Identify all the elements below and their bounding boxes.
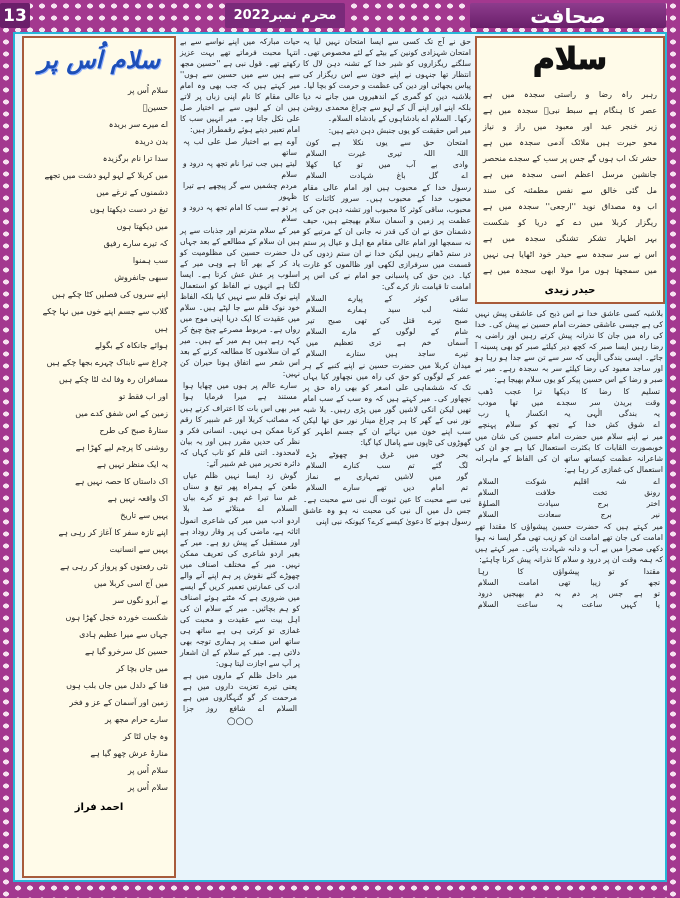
poem-line: جہاں سے میرا عظیم ہادی bbox=[79, 630, 168, 639]
poem-line: میں سمجھتا ہوں مرا مولا ابھی سجدہ میں ہے bbox=[483, 266, 657, 275]
verse-line: تم امام دیں تھے سارے السلام bbox=[306, 483, 468, 492]
poem-line: ہوائے جانکاہ کے بگولے bbox=[94, 341, 168, 350]
poem-line: سارے حرام مجھ پر bbox=[105, 715, 168, 724]
verse-line: السلام اے شافع روز جزا bbox=[183, 704, 297, 713]
issue-label: محرم نمبر2022 bbox=[225, 3, 345, 28]
poem-line: روشنی کا پرچم لیے کھڑا ہے bbox=[75, 443, 168, 452]
poem-line: کہ تیرے سارے رفیق bbox=[103, 239, 168, 248]
verse-line: لیتے ہیں جب تیرا نام تجھ پہ درود و سلام bbox=[183, 159, 297, 179]
decorative-border-left bbox=[0, 0, 13, 898]
poem-line: منارۂ عرش چھو گیا ہے bbox=[90, 749, 168, 758]
poem-line: اپنے تازہ سفر کا آغاز کر رہی ہے bbox=[58, 528, 168, 537]
page-number: 13 bbox=[0, 3, 30, 28]
poem-line: میں جاں بچا کر bbox=[116, 664, 168, 673]
magazine-name: صحافت bbox=[470, 3, 666, 28]
verse-line: اللہ اللہ تیری غیرت السلام bbox=[306, 149, 468, 158]
verse-block bbox=[180, 380, 300, 402]
verse-line: گور میں لاشیں تمہاری بے نماز bbox=[306, 472, 468, 481]
article-column-3 bbox=[475, 308, 663, 610]
poem-line: بہر اظہار تشکر تشنگی سجدہ میں ہے bbox=[483, 234, 657, 243]
poem-title: سلام bbox=[532, 42, 608, 77]
article-paragraph: رسول خدا کے محبوب ہیں اور امام عالی مقام محبوب خدا کے محبوب ہیں۔ سرور کائنات کا محبوب، ساقی کوثر کا محبوب اور تشنہ دہن جن کی عظمت پر زمین و آسمان سلام بھیجتے ہیں، حیف دشمنان حق نے ان کی قدر نہ جانی ان کے مرتبے کو نہ سمجھا اور امام عالی مقام مع اہل و عیال پر ستم در ستم ڈھاتے رہیں لیکن خدا نے ان ستم زدوں کی قسمت میں سرفرازی لکھی اور ظالموں کو غارت کیا۔ دین حق کی پاسبانی جو امام نے کی اس پر امامت تا قیامت ناز کرے گی: bbox=[303, 183, 471, 291]
poem-author: احمد فراز bbox=[74, 802, 124, 813]
verse-block bbox=[475, 476, 663, 520]
verse-line: تجھ کو زیبا تھی امامت السلام bbox=[478, 578, 660, 587]
poem-line: زمین کے اس شفق کدے میں bbox=[75, 409, 168, 418]
verse-block bbox=[303, 293, 471, 359]
poem-line: حسینؑ bbox=[142, 103, 168, 112]
verse-line: اختر برج سیادت الصلوٰۃ bbox=[478, 499, 660, 508]
poem-line: ستارۂ صبح کی طرح bbox=[99, 426, 168, 435]
verse-line: ساقی کوثر کے پیارے السلام bbox=[306, 294, 468, 303]
poem-line: جانشین مرسل اعظم اسی سجدہ میں ہے bbox=[483, 170, 657, 179]
article-paragraph: حیات مبارکہ میں اپنے نواسے سے بے انتہا محبت فرماتے تھے بہت عزیز رکھتے تھے۔ قول نبی ہے ''حسین مجھ سے ہیں سے میں حسین سے ہوں'' میر کہتے ہیں کہ جب بھی وہ امام عالی مقام کا نام اپنی زباں پر لاتے ہیں ان کے لبوں سے بے اختیار صل علی نکل جاتا ہے۔ میر انہیں سب کا امام تعبیر دیتے ہوئے رقمطراز ہیں: bbox=[180, 37, 300, 134]
verse-line: یعنی تیرے تعزیت داروں میں ہے bbox=[183, 682, 297, 691]
poem-line: اب وہ مصداق نوید ''ارجعی'' سجدہ میں ہے bbox=[483, 202, 657, 211]
verse-line: غم سا تیرا غم ہو تو کرے بیاں bbox=[183, 493, 297, 502]
poem-line: مل گئی خالق سے نفس مطمئنہ کی سند bbox=[483, 186, 657, 195]
poem-line: سلام اُس پر bbox=[127, 86, 168, 95]
poem-line: حشر تک اب ہوں گے جس پر سب کے سجدے منحصر bbox=[483, 154, 657, 163]
verse-line: رونق تخت خلافت السلام bbox=[478, 488, 660, 497]
poem-box-salam-us-par bbox=[22, 36, 176, 878]
verse-line: مرحمت کر گو گنہگاروں میں ہے bbox=[183, 693, 297, 702]
verse-block bbox=[180, 670, 300, 714]
poem-line: اپنے سروں کی فصلیں کٹا چکے ہیں bbox=[52, 290, 168, 299]
poem-line: اک واقعہ نہیں ہے bbox=[107, 494, 168, 503]
verse-line: مستند ہے میرا فرمایا ہوا bbox=[183, 392, 297, 401]
verse-line: اے شوق کش خدا کے تجھ کو سلام پہنچے bbox=[478, 420, 660, 429]
verse-line: لگ گئے تم سب کنارے السلام bbox=[306, 461, 468, 470]
verse-line: شام کے لوگوں کے مارے السلام bbox=[306, 327, 468, 336]
article-paragraph: حق نے آج تک کسی سے ایسا امتحان نہیں لیا یہ امتحان شہزادی کونین کے بیٹے کے لئے مخصوص تھی۔ سلگتے ریگزاروں کو شیر خدا کے تشنہ دہن لال کا انتظار تھا جنہوں نے اپنے خون سے اس ریگزار کی پیاس بجھائی اور دین کی عظمت و حرمت کو بچا لیا۔ بلاشبہ دین کو گمری کے اندھیروں میں جانے نہ دیا بلکہ اپنے اور اپنے آل کے لہو سے چراغ محمدی روشن رکھا۔ السلام اے بادشاہوں کے بادشاہ السلام۔ bbox=[303, 37, 471, 123]
article-paragraph: میر نے اپنے سلام میں حضرت امام حسین کی شان میں خوبصورت القابات کا بکثرت استعمال کیا ہے جو ان کی شاعرانہ عظمت کیساتھ ساتھ ان کی الفاظ کے ماہرانہ استعمال کی غمازی کر رہا ہے: bbox=[475, 432, 663, 474]
poem-line: فنا کے دلدل میں جاں بلب ہوں bbox=[66, 681, 168, 690]
article-paragraph: میر اس حقیقت کو یوں جنبش دہن دیتے ہیں: bbox=[328, 126, 471, 135]
poem-line: میں دیکھتا ہوں bbox=[116, 222, 168, 231]
verse-line: السلام اے مبتلائے صد بلا bbox=[183, 504, 297, 513]
poem-title: سلام اُس پر bbox=[38, 46, 160, 74]
right-column bbox=[475, 36, 665, 611]
verse-block bbox=[180, 470, 300, 514]
verse-line: میر داخل ظلم کے ماروں میں ہے bbox=[183, 671, 297, 680]
verse-line: اے گل باغ شہادت السلام bbox=[306, 171, 468, 180]
poem-line: میں کربلا کے لہو لہو دشت میں تجھے bbox=[44, 171, 168, 180]
verse-line: تسلیم کا رضا کا دیکھا ترا عجب ڈھب bbox=[478, 387, 660, 396]
poem-line: گلاب سے جسم اپنے خوں میں نہا چکے ہیں bbox=[42, 307, 168, 333]
article-paragraph: میر بھی اس بات کا اعتراف کرتے ہیں کہ مصائب کربلا اور غم شبیر کا رقم کرنا ممکن ہی نہیں۔ انسانی فکر و نظر کی حدیں مقرر ہیں اور یہ بیان لامحدود۔ اتنی قلم کو تاب کہاں کہ دائرہ تحریر میں غم شبیر آئے: bbox=[180, 404, 300, 468]
verse-line: آوے ہے بے اختیار صل علی لب پہ ساتھ bbox=[183, 137, 297, 157]
verse-block bbox=[475, 566, 663, 610]
verse-block bbox=[180, 136, 300, 224]
poem-line: سبھی جانفروش bbox=[114, 273, 168, 282]
article-column-2 bbox=[303, 36, 471, 528]
article-paragraph: میر کے سلام مترنم اور جذبات سے پر ہیں ان سلام کے مطالعے کے بعد جہاں دل حضرت حسین کی مظلومیت کو یاد کر کے بھر آتا ہے وہی میر کے اسلوب پر عش عش کرتا ہے۔ ایسا لگتا ہے انہوں نے الفاظ کو استعمال اپنے نوک قلم سے نہیں کیا بلکہ الفاظ خود نوک قلم سے جا لپٹے ہیں۔ سلام میں عقیدت کا ایک دریا اپنی موج میں رواں ہے۔ مربوط مصرعے چیخ چیخ کر کہہ رہے ہیں ہم میر کے ہیں۔ میر کے ان سلاموں کا مطالعہ کرنے کے بعد اس شعر سے اتفاق ہونا حیران کن نہیں: bbox=[180, 226, 300, 378]
verse-line: سارے عالم پر ہوں میں چھایا ہوا bbox=[183, 381, 297, 390]
verse-line: گوش زد ایسا نہیں ظلم عیاں bbox=[183, 471, 297, 480]
poem-line: چراغ سے تابناک چہرے بجھا چکے ہیں bbox=[46, 358, 168, 367]
poem-lines bbox=[477, 77, 663, 279]
verse-line: تشنہ لب سید ہمارے السلام bbox=[306, 305, 468, 314]
poem-line: یہیں سے تاریخ bbox=[120, 511, 168, 520]
verse-line: تو ہے جس پر دم بہ دم بھیجیں درود bbox=[478, 589, 660, 598]
poem-line: میں آج اسی کربلا میں bbox=[94, 579, 168, 588]
verse-line: وادی بے آب میں تو کیا کھلا bbox=[306, 160, 468, 169]
poem-lines bbox=[24, 74, 174, 796]
verse-block bbox=[475, 386, 663, 430]
poem-line: نئی رفعتوں کو پرواز کر رہی ہے bbox=[60, 562, 168, 571]
poem-line: محو حیرت ہیں ملائک آدمی سجدہ میں ہے bbox=[483, 138, 657, 147]
verse-line: بحر خوں میں غرق ہو چھوٹے بڑے bbox=[306, 450, 468, 459]
poem-line: اس نے سر سجدہ سے حیدر خود اٹھایا ہی نہیں bbox=[483, 250, 657, 259]
poem-line: بدن دریدہ bbox=[134, 137, 168, 146]
poem-line: سلام اُس پر bbox=[127, 783, 168, 792]
verse-line: امتحان حق سے یوں نکلا ہے کون bbox=[306, 138, 468, 147]
verse-line: مردم چشمیں سے گر پیچھے ہے تیرا ظہور bbox=[183, 181, 297, 201]
poem-line: یہ ایک منظر نہیں ہے bbox=[96, 460, 168, 469]
poem-line: اے میرے سر بریدہ bbox=[108, 120, 168, 129]
verse-line: نیر برج سعادت السلام bbox=[478, 510, 660, 519]
poem-line: دشمنوں کے نرغے میں bbox=[96, 188, 168, 197]
poem-line: مسافران رہ وفا لٹ لٹا چکے ہیں bbox=[59, 375, 168, 384]
verse-line: وقت بریدن سر سجدے میں تھا مودب bbox=[478, 398, 660, 407]
verse-block bbox=[303, 449, 471, 493]
poem-line: وہ جاں لٹا کر bbox=[123, 732, 168, 741]
verse-line: پر تو ہے سب کا امام تجھ پہ درود و سلام bbox=[183, 203, 297, 223]
poem-line: یہیں سے انسانیت bbox=[109, 545, 168, 554]
poem-line: اور اب فقط تو bbox=[118, 392, 168, 401]
poem-line: زمین اور آسمان کے عز و فخر bbox=[69, 698, 168, 707]
poem-line: زیر خنجر عبد اور معبود میں راز و نیاز bbox=[483, 122, 657, 131]
end-mark: ○○○ bbox=[226, 716, 254, 727]
poem-line: بے آبرو نگوں سر bbox=[112, 596, 168, 605]
verse-line: آسماں خم ہے تری تعظیم میں bbox=[306, 338, 468, 347]
verse-block bbox=[303, 137, 471, 181]
article-paragraph: اردو ادب میں میر کی شاعری انمول اثاثہ ہے، ماضی کی پر وقار روداد ہے اور مستقبل کے پیش رو ہے۔ میر کے بغیر اردو شاعری کی تعریف ممکن نہیں۔ میر کے مختلف اصناف میں چھوڑے گئے نقوش پر ہم اپنے آنے والے ادب کی عمارتیں تعمیر کریں گے ایسے میں ضروری ہے کہ مٹتے ہوئے اصناف کو ہم بچائیں۔ میر کے سلام ان کی اہل بیت سے عقیدت و محبت کی غمازی تو کرتی ہی ہے ساتھ ہی ساتھ اس صنف پر ہماری توجہ بھی دلاتی ہے۔ میر کے سلام کے ان اشعار پر آپ سے اجازت لیتا ہوں: bbox=[180, 516, 300, 668]
article-column-1 bbox=[180, 36, 300, 727]
article-paragraph: نبی سے محبت کا عین ثبوت آل نبی سے محبت ہے۔ جس دل میں آل نبی کی محبت نہ ہو وہ عاشق رسول ہونے کا دعویٰ کیسے کرے؟ کیونکہ نبی اپنی bbox=[303, 495, 471, 526]
verse-line: اے شہ اقلیم شوکت السلام bbox=[478, 477, 660, 486]
decorative-border-right bbox=[667, 0, 680, 898]
poem-box-salam bbox=[475, 36, 665, 304]
decorative-border-bottom bbox=[0, 882, 680, 898]
verse-line: تیرے ساجد ہیں ستارے السلام bbox=[306, 349, 468, 358]
verse-line: طعن کے ہمراہ پھر تیغ و سناں bbox=[183, 482, 297, 491]
verse-line: صبح تیرے قتل کی تھی صبح تیر bbox=[306, 316, 468, 325]
article-paragraph: میر کہتے ہیں کہ حضرت حسین پیشواؤں کا مقتدا تھے امامت کی جان تھے امامت ان کو زیب تھی مگر ایسا نہ ہوا دکھی صحرا میں بے آب و دانہ شہادت پائی۔ میر کہتے ہیں کہ ہمہ وقت ان پر درود و سلام کا نذرانہ پیش کرنا چاہئے: bbox=[475, 522, 663, 564]
poem-line: سلام اُس پر bbox=[127, 766, 168, 775]
poem-line: ریگزار کربلا میں دے کے دریا کو شکست bbox=[483, 218, 657, 227]
poem-line: تیغ در دست دیکھتا ہوں bbox=[89, 205, 168, 214]
poem-line: رہبر راہ رضا و راستی سجدہ میں ہے bbox=[483, 90, 657, 99]
poem-line: سب ہمنوا bbox=[132, 256, 168, 265]
verse-line: یہ بندگی الٰہی یہ انکسار یا رب bbox=[478, 409, 660, 418]
poem-line: شکست خوردہ خجل کھڑا ہوں bbox=[65, 613, 168, 622]
verse-line: مقتدا تو پیشواؤں کا رہا bbox=[478, 567, 660, 576]
poem-line: اک داستاں کا حصہ نہیں ہے bbox=[75, 477, 168, 486]
article-paragraph: بلاشبہ کسی عاشق خدا نے اس ذبح کی عاشقی پیش نہیں کی ہے جیسی عاشقی حضرت امام حسین نے پیش کی۔ خدا کی راہ میں جان کا نذرانہ پیش کرتے رہیں اور راضی بہ رضا رہیں ایسا صبر کہ کچھ دیر کیلئے صبر کو بھی پسینہ آ جائے۔ ایسی بندگی الٰہی کہ سر سے تن سے جدا ہو رہا ہو اور ساجد معبود کی رضا کیلئے سر بہ سجدہ رہے۔ میر نے صبر و رضا کے اس حسین پیکر کو یوں سلام بھیجا ہے: bbox=[475, 309, 663, 384]
poem-author: حیدر زیدی bbox=[544, 285, 596, 296]
poem-line: سدا ترا نام برگزیدہ bbox=[102, 154, 168, 163]
poem-line: حسین کل سرخرو گیا ہے bbox=[85, 647, 168, 656]
article-paragraph: میدان کربلا میں حضرت حسین نے اپنے کنبے کے ہر عمر کے لوگوں کو حق کی راہ میں نچھاور کیا یہاں تک کہ ششماہی علی اصغر کو بھی راہ حق پر نچھاور کی۔ میر کہتے ہیں کہ وہ سب کے سب امام تھیں لیکن انکی لاشیں گور میں پڑی رہیں۔ بلا شبہ نور نبی کے گھر کا ہر چراغ مینار نور حق تھا لیکن سب اپنے خون میں نہائے ان کے جسم اطہر کو گھوڑوں کی ٹاپوں سے پامال کیا گیا: bbox=[303, 361, 471, 447]
verse-line: یا کہیں ساعت بہ ساعت السلام bbox=[478, 600, 660, 609]
poem-line: عصر کا ہنگام ہے سبط نبیؐ سجدہ میں ہے bbox=[483, 106, 657, 115]
